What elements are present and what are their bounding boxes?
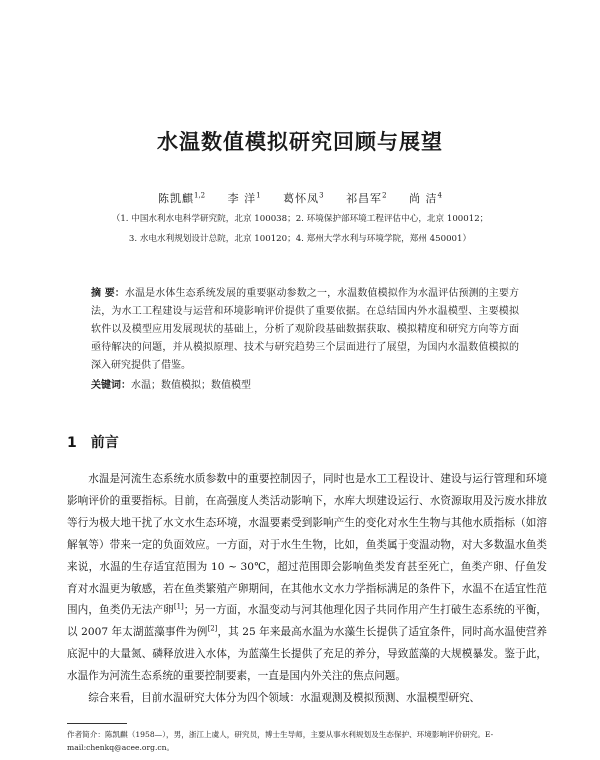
keywords-label: 关键词： bbox=[91, 380, 131, 391]
author-2 bbox=[283, 192, 323, 205]
author-list bbox=[0, 190, 600, 206]
affiliation-line-1: （1. 中国水利水电科学研究院，北京 100038；2. 环境保护部环境工程评估中心，北京 100012； bbox=[111, 214, 489, 224]
citation: [1] bbox=[173, 602, 184, 611]
author-affiliation-mark: 4 bbox=[437, 191, 442, 200]
author-affiliation-mark: 3 bbox=[319, 191, 324, 200]
author-3 bbox=[346, 192, 386, 205]
author-name: 李 洋 bbox=[227, 192, 257, 205]
paragraph-text: 水温是河流生态系统水质参数中的重要控制因子，同时也是水工工程设计、建设与运行管理和环境影响评价的重要指标。目前，在高强度人类活动影响下，水库大坝建设运行、水资源取用及污废水排放等行为极大地干扰了水文水生态环境，水温要素受到影响产生的变化对水生生物与其他水质指标（如溶解氧等）带来一定的负面效应。一方面，对于水生生物，比如，鱼类属于变温动物，对大多数温水鱼类来说，水温的生存适宜范围为 10 ~ 30℃，超过范围即会影响鱼类发育甚至死亡，鱼类产卵、仔鱼发育对水温更为敏感，若在鱼类繁殖产卵期间，在其他水文水力学指标满足的条件下，水温不在适宜性范围内，鱼类仍无法产卵 bbox=[67, 473, 547, 617]
author-name: 陈凯麒 bbox=[157, 192, 194, 205]
citation: [2] bbox=[207, 624, 218, 633]
paragraph bbox=[67, 469, 547, 688]
affiliation-line-2: 3. 水电水利规划设计总院，北京 100120；4. 郑州大学水利与环境学院，郑州 450001） bbox=[128, 234, 472, 244]
author-name: 葛怀凤 bbox=[283, 192, 320, 205]
paragraph: 综合来看，目前水温研究大体分为四个领域：水温观测及模拟预测、水温模型研究、 bbox=[88, 692, 481, 705]
author-affiliation-mark: 1 bbox=[256, 191, 261, 200]
section-number: 1 bbox=[67, 435, 77, 451]
author-affiliation-mark: 1,2 bbox=[193, 191, 206, 200]
abstract bbox=[91, 285, 519, 375]
author-0 bbox=[158, 192, 205, 205]
author-affiliation-mark: 2 bbox=[382, 191, 387, 200]
author-4 bbox=[409, 192, 442, 205]
author-1 bbox=[228, 192, 261, 205]
paper-title: 水温数值模拟研究回顾与展望 bbox=[157, 130, 443, 154]
author-name: 尚 洁 bbox=[409, 192, 438, 205]
abstract-label: 摘 要： bbox=[91, 288, 125, 299]
keywords bbox=[91, 376, 519, 391]
author-footnote: 作者简介：陈凯麒（1958—），男，浙江上虞人，研究员，博士生导师，主要从事水利规划及生态保护、环境影响评价研究。E-mail:chenkq@acee.org.cn。 bbox=[67, 730, 494, 752]
paragraph-text: ，其 25 年来最高水温为水藻生长提供了适宜条件，同时高水温使营养底泥中的大量氮、磷释放进入水体，为蓝藻生长提供了充足的养分，导致蓝藻的大规模暴发。鉴于此，水温作为河流生态系统的重要控制要素，一直是国内外关注的焦点问题。 bbox=[67, 626, 548, 683]
body-text bbox=[67, 469, 547, 710]
footnote-divider bbox=[67, 723, 127, 724]
section-heading bbox=[67, 432, 119, 452]
keywords-text: 水温；数值模拟；数值模型 bbox=[131, 380, 251, 391]
abstract-text: 水温是水体生态系统发展的重要驱动参数之一，水温数值模拟作为水温评估预测的主要方法，为水工工程建设与运营和环境影响评价提供了重要依据。在总结国内外水温模型、主要模拟软件以及模型应用发展现状的基础上，分析了观阶段基础数据获取、模拟精度和研究方向等方面亟待解决的问题，并从模拟原理、技术与研究趋势三个层面进行了展望，为国内水温数值模拟的深入研究提供了借鉴。 bbox=[91, 288, 520, 371]
section-title: 前言 bbox=[90, 435, 119, 451]
paragraph-text: ；另一方面，水温变动与河其他理化因子共同作用产生打破生态系统的平衡，以 2007 年太湖蓝藻事件为例 bbox=[67, 604, 547, 639]
author-name: 祁昌军 bbox=[346, 192, 383, 205]
